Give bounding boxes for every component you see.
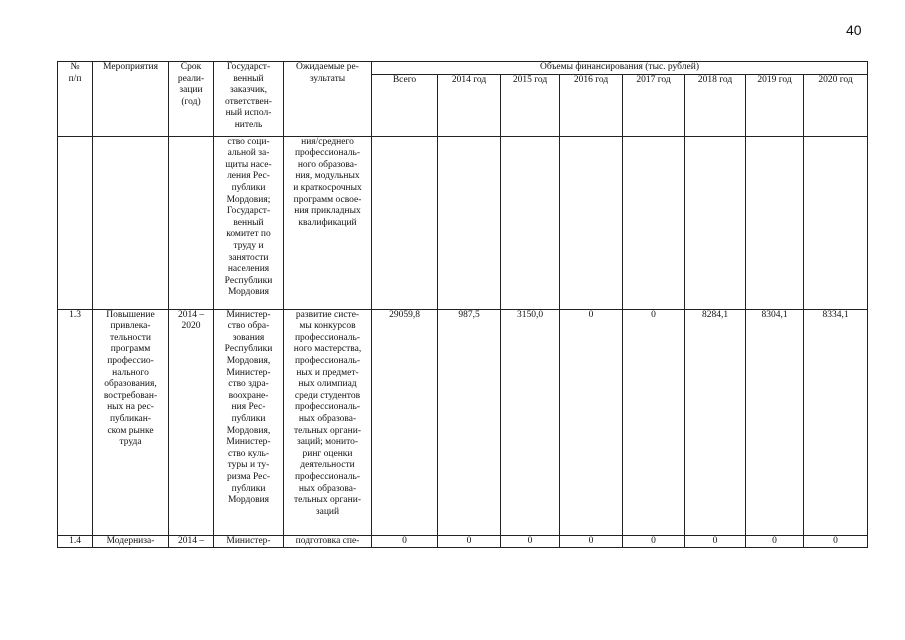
table-row — [58, 309, 868, 535]
cell-activity: Модерниза- — [93, 535, 169, 548]
cell-num — [58, 136, 93, 309]
cell-activity — [93, 136, 169, 309]
cell-2016: 0 — [560, 309, 623, 535]
cell-2018: 8284,1 — [685, 309, 746, 535]
cell-2015: 0 — [501, 535, 560, 548]
header-year-2019: 2019 год — [746, 74, 804, 136]
cell-total — [372, 136, 438, 309]
cell-2015 — [501, 136, 560, 309]
cell-customer: Министер- ство обра- зования Республики Мордовия, Министер- ство здра- воохране- ния Рес- публики Мордовия, Министер- ство куль- туры и ту- ризма Рес- публики Мордовия — [214, 309, 284, 535]
cell-2015: 3150,0 — [501, 309, 560, 535]
header-customer: Государст- венный заказчик, ответствен- ный испол- нитель — [214, 62, 284, 137]
cell-term: 2014 – — [169, 535, 214, 548]
cell-2014: 987,5 — [438, 309, 501, 535]
cell-2014 — [438, 136, 501, 309]
header-year-2020: 2020 год — [804, 74, 868, 136]
header-year-2018: 2018 год — [685, 74, 746, 136]
header-year-2015: 2015 год — [501, 74, 560, 136]
page-number: 40 — [846, 22, 862, 38]
header-num: № п/п — [58, 62, 93, 137]
cell-2019: 8304,1 — [746, 309, 804, 535]
cell-2019: 0 — [746, 535, 804, 548]
cell-customer: Министер- — [214, 535, 284, 548]
cell-2020: 8334,1 — [804, 309, 868, 535]
cell-term — [169, 136, 214, 309]
cell-total: 29059,8 — [372, 309, 438, 535]
cell-results: ния/среднего профессиональ- ного образова- ния, модульных и краткосрочных программ освое- ния прикладных квалификаций — [284, 136, 372, 309]
cell-customer: ство соци- альной за- щиты насе- ления Рес- публики Мордовия; Государст- венный комитет по труду и занятости населения Республики Мордовия — [214, 136, 284, 309]
table-row — [58, 136, 868, 309]
header-funding-group: Объемы финансирования (тыс. рублей) — [372, 62, 868, 75]
cell-2020: 0 — [804, 535, 868, 548]
cell-num: 1.3 — [58, 309, 93, 535]
cell-2016 — [560, 136, 623, 309]
cell-2018 — [685, 136, 746, 309]
cell-total: 0 — [372, 535, 438, 548]
cell-num: 1.4 — [58, 535, 93, 548]
header-year-2014: 2014 год — [438, 74, 501, 136]
header-year-total: Всего — [372, 74, 438, 136]
cell-2017: 0 — [623, 309, 685, 535]
header-year-2016: 2016 год — [560, 74, 623, 136]
header-year-2017: 2017 год — [623, 74, 685, 136]
cell-2018: 0 — [685, 535, 746, 548]
cell-results: подготовка спе- — [284, 535, 372, 548]
financing-table — [57, 61, 868, 548]
header-results: Ожидаемые ре- зультаты — [284, 62, 372, 137]
cell-2017 — [623, 136, 685, 309]
cell-2016: 0 — [560, 535, 623, 548]
header-activity: Мероприятия — [93, 62, 169, 137]
cell-2017: 0 — [623, 535, 685, 548]
cell-2014: 0 — [438, 535, 501, 548]
header-row — [58, 62, 868, 75]
header-term: Срок реали- зации (год) — [169, 62, 214, 137]
cell-term: 2014 – 2020 — [169, 309, 214, 535]
cell-2019 — [746, 136, 804, 309]
table-row — [58, 535, 868, 548]
cell-2020 — [804, 136, 868, 309]
cell-results: развитие систе- мы конкурсов профессиональ- ного мастерства, профессиональ- ных и предмет- ных олимпиад среди студентов профессиональ- ных образова- тельных органи- заций; монито- ринг оценки деятельности профессиональ- ных образова- тельных органи- заций — [284, 309, 372, 535]
cell-activity: Повышение привлека- тельности программ профессио- нального образования, востребован- ных на рес- публикан- ском рынке труда — [93, 309, 169, 535]
